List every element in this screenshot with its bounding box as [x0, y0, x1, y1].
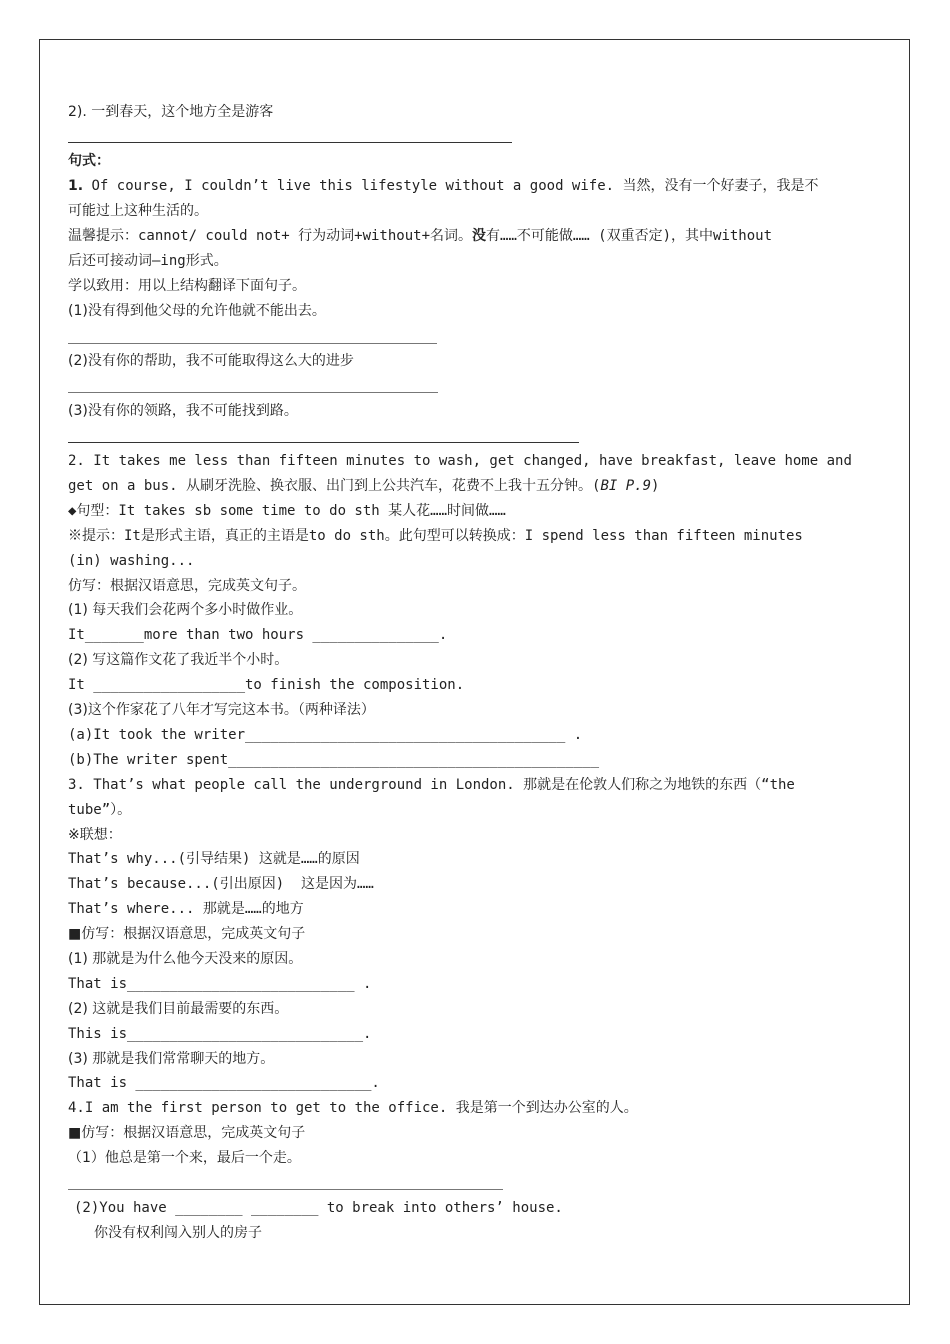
tip-bold-char: 没	[472, 228, 487, 244]
answer-line	[68, 392, 438, 393]
translate-3-cn: (3) 那就是我们常常聊天的地方。	[68, 1051, 275, 1067]
assoc-why: That’s why...(引导结果) 这就是……的原因	[68, 851, 360, 867]
question-3: (3)没有你的领路，我不可能找到路。	[68, 403, 298, 419]
answer-line	[68, 343, 437, 344]
assoc-because: That’s because...(引出原因) 这是因为……	[68, 876, 374, 892]
translate-2-cn: (2) 这就是我们目前最需要的东西。	[68, 1001, 289, 1017]
practice-3a-en: (a)It took the writer______________________________________ .	[68, 727, 583, 743]
practice-3-cn: (3)这个作家花了八年才写完这本书。（两种译法）	[68, 702, 375, 718]
tip-line-1	[68, 227, 772, 245]
question-2: (2)没有你的帮助，我不可能取得这么大的进步	[68, 353, 354, 369]
exercise-4-2-en: (2)You have ________ ________ to break into others’ house.	[74, 1200, 563, 1216]
association-label: ※联想：	[68, 827, 122, 843]
sentence-text: get on a bus. 从刷牙洗脸、换衣服、出门到上公共汽车，花费不上我十五分钟。(	[68, 478, 601, 494]
tip-line-2: 后还可接动词—ing形式。	[68, 253, 228, 269]
sentence-2-line-2	[68, 477, 659, 495]
practice-1-en: It_______more than two hours _______________.	[68, 627, 448, 643]
practice-1-cn: (1) 每天我们会花两个多小时做作业。	[68, 602, 303, 618]
translate-3-en: That is ____________________________.	[68, 1075, 380, 1091]
translate-1-en: That is___________________________ .	[68, 976, 372, 992]
exercise-line: 2). 一到春天，这个地方全是游客	[68, 104, 274, 120]
sentence-4: 4.I am the first person to get to the office. 我是第一个到达办公室的人。	[68, 1100, 638, 1116]
sentence-number: 1.	[68, 178, 84, 194]
translate-1-cn: (1) 那就是为什么他今天没来的原因。	[68, 951, 303, 967]
sentence-3-line-2: tube”）。	[68, 802, 132, 818]
sentence-1-line-2: 可能过上这种生活的。	[68, 203, 208, 219]
sentence-2-line-1: 2. It takes me less than fifteen minutes to wash, get changed, have breakfast, leave home and	[68, 453, 852, 469]
imitate-instruction-3: ■仿写：根据汉语意思，完成英文句子	[68, 1125, 306, 1141]
note-line-1: ※提示：It是形式主语，真正的主语是to do sth。此句型可以转换成：I spend less than fifteen minutes	[68, 528, 803, 544]
book-reference: BI P.9	[600, 478, 652, 494]
pattern-line: ◆句型：It takes sb some time to do sth 某人花……时间做……	[68, 503, 506, 519]
practice-2-cn: (2) 写这篇作文花了我近半个小时。	[68, 652, 289, 668]
question-1: (1)没有得到他父母的允许他就不能出去。	[68, 303, 326, 319]
answer-line	[68, 1189, 503, 1190]
assoc-where: That’s where... 那就是……的地方	[68, 901, 304, 917]
note-line-2: (in) washing...	[68, 553, 195, 569]
sentence-1-line-1	[68, 177, 819, 195]
apply-instruction: 学以致用：用以上结构翻译下面句子。	[68, 278, 306, 294]
imitate-instruction: 仿写：根据汉语意思，完成英文句子。	[68, 578, 306, 594]
close-paren: )	[651, 478, 660, 494]
exercise-4-2-cn: 你没有权利闯入别人的房子	[94, 1225, 262, 1241]
answer-line	[68, 142, 512, 143]
practice-3b-en: (b)The writer spent____________________________________________	[68, 752, 600, 768]
sentence-3-line-1: 3. That’s what people call the underground in London. 那就是在伦敦人们称之为地铁的东西（“the	[68, 777, 795, 793]
answer-line	[68, 442, 579, 443]
sentence-text: Of course, I couldn’t live this lifestyle without a good wife. 当然，没有一个好妻子，我是不	[83, 178, 819, 194]
section-heading: 句式：	[68, 153, 110, 169]
tip-text-cont: 有……不可能做…… (双重否定)，其中without	[486, 228, 773, 244]
tip-text: 温馨提示：cannot/ could not+ 行为动词+without+名词。	[68, 228, 473, 244]
translate-2-en: This is____________________________.	[68, 1026, 372, 1042]
practice-2-en: It __________________to finish the composition.	[68, 677, 465, 693]
imitate-instruction-2: ■仿写：根据汉语意思，完成英文句子	[68, 926, 306, 942]
exercise-4-1-cn: （1）他总是第一个来，最后一个走。	[68, 1150, 301, 1166]
